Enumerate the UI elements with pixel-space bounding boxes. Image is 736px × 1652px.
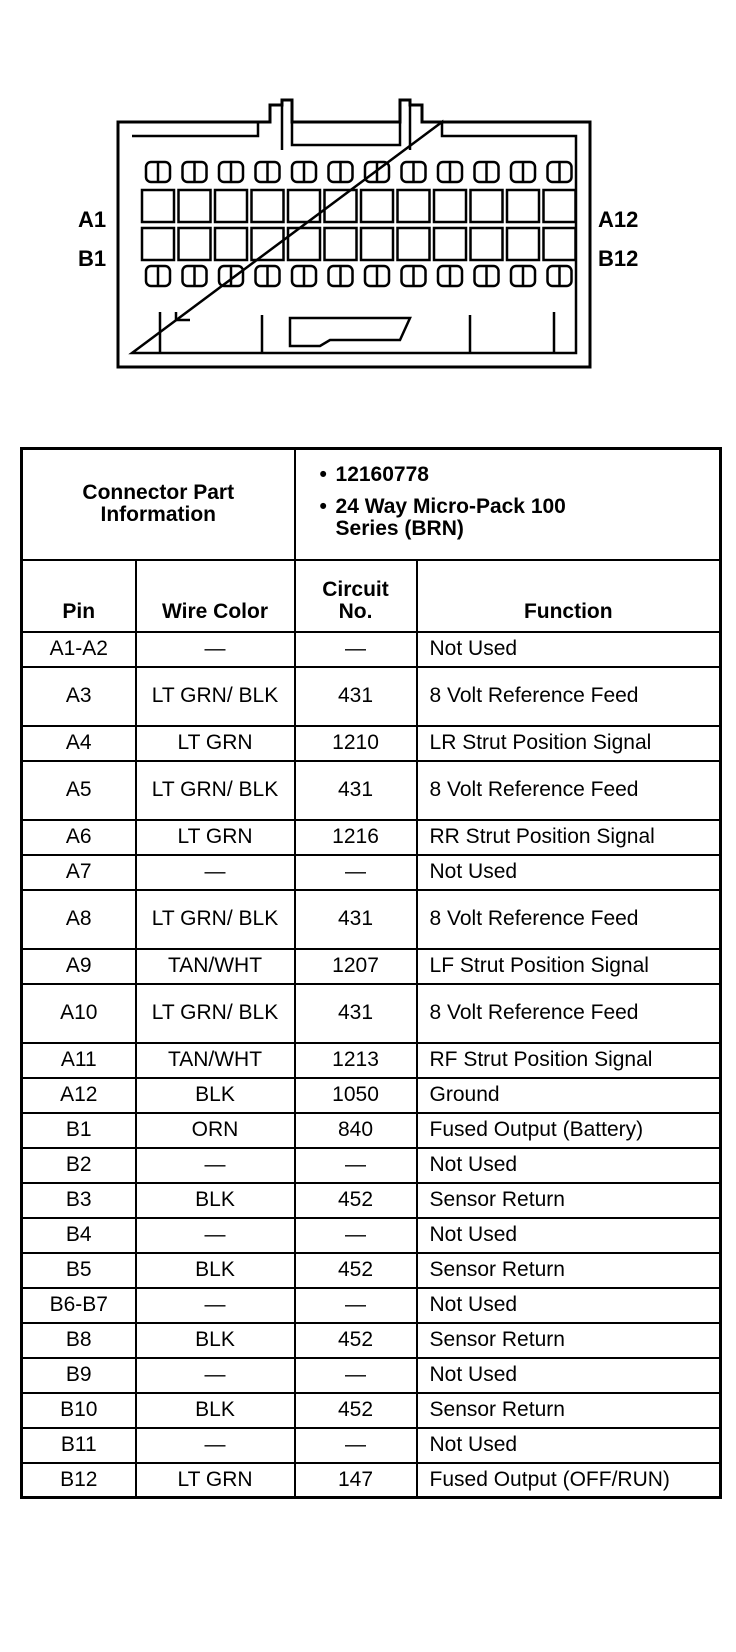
function-cell: 8 Volt Reference Feed xyxy=(417,984,721,1043)
wire-color-cell: — xyxy=(136,1218,295,1253)
wire-color-cell: TAN/WHT xyxy=(136,1043,295,1078)
circuit-cell: 452 xyxy=(295,1393,417,1428)
table-row xyxy=(22,949,721,984)
cavity-row-b xyxy=(325,228,357,260)
wire-color-cell: LT GRN/ BLK xyxy=(136,984,295,1043)
col-header-wire-color: Wire Color xyxy=(136,560,295,632)
pin-cell: B3 xyxy=(22,1183,136,1218)
pin-cell: A7 xyxy=(22,855,136,890)
table-row xyxy=(22,1463,721,1498)
circuit-cell: 1210 xyxy=(295,726,417,761)
wire-color-cell: — xyxy=(136,632,295,667)
part-number: • 12160778 xyxy=(319,463,429,486)
table-row xyxy=(22,1358,721,1393)
circuit-cell: 1213 xyxy=(295,1043,417,1078)
table-row xyxy=(22,1253,721,1288)
column-header-row xyxy=(22,560,721,632)
cavity-row-a xyxy=(398,190,430,222)
wire-color-cell: — xyxy=(136,1358,295,1393)
wire-color-cell: BLK xyxy=(136,1183,295,1218)
connector-diagram xyxy=(0,0,736,400)
cavity-row-a xyxy=(507,190,539,222)
circuit-cell: 1050 xyxy=(295,1078,417,1113)
pin-rows xyxy=(22,632,721,1498)
circuit-cell: — xyxy=(295,1428,417,1463)
part-info-heading: Connector Part Information xyxy=(22,449,295,560)
pin-label-a12: A12 xyxy=(598,207,639,232)
pin-cell: A9 xyxy=(22,949,136,984)
function-cell: Not Used xyxy=(417,1428,721,1463)
function-cell: 8 Volt Reference Feed xyxy=(417,667,721,726)
wire-color-cell: — xyxy=(136,1288,295,1323)
circuit-cell: — xyxy=(295,855,417,890)
pin-cell: A4 xyxy=(22,726,136,761)
function-cell: Not Used xyxy=(417,1148,721,1183)
circuit-cell: 431 xyxy=(295,761,417,820)
table-row xyxy=(22,1078,721,1113)
wire-color-cell: LT GRN/ BLK xyxy=(136,890,295,949)
table-row xyxy=(22,726,721,761)
table-row xyxy=(22,820,721,855)
table-row xyxy=(22,761,721,820)
circuit-cell: 1216 xyxy=(295,820,417,855)
pin-cell: B6-B7 xyxy=(22,1288,136,1323)
connector-key-slot xyxy=(290,318,410,346)
table-row xyxy=(22,667,721,726)
pin-cell: A3 xyxy=(22,667,136,726)
table-row xyxy=(22,1043,721,1078)
function-cell: LR Strut Position Signal xyxy=(417,726,721,761)
col-header-circuit: Circuit No. xyxy=(295,560,417,632)
connector-outline xyxy=(118,100,590,367)
circuit-cell: — xyxy=(295,1358,417,1393)
circuit-cell: 147 xyxy=(295,1463,417,1498)
function-cell: Fused Output (Battery) xyxy=(417,1113,721,1148)
function-cell: LF Strut Position Signal xyxy=(417,949,721,984)
pin-cell: A12 xyxy=(22,1078,136,1113)
col-header-pin: Pin xyxy=(22,560,136,632)
table-row xyxy=(22,1218,721,1253)
pin-cell: B11 xyxy=(22,1428,136,1463)
circuit-cell: 452 xyxy=(295,1183,417,1218)
table-row xyxy=(22,632,721,667)
circuit-cell: 1207 xyxy=(295,949,417,984)
circuit-cell: 452 xyxy=(295,1253,417,1288)
wire-color-cell: BLK xyxy=(136,1393,295,1428)
table-row xyxy=(22,1148,721,1183)
cavity-row-a xyxy=(142,190,174,222)
circuit-cell: 431 xyxy=(295,890,417,949)
pin-cell: A6 xyxy=(22,820,136,855)
function-cell: Sensor Return xyxy=(417,1323,721,1358)
pin-cell: A11 xyxy=(22,1043,136,1078)
cavity-row-b xyxy=(507,228,539,260)
wire-color-cell: — xyxy=(136,1148,295,1183)
wire-color-cell: LT GRN xyxy=(136,726,295,761)
pin-cell: B12 xyxy=(22,1463,136,1498)
cavity-row-a xyxy=(434,190,466,222)
function-cell: Sensor Return xyxy=(417,1393,721,1428)
part-description: • 24 Way Micro-Pack 100 Series (BRN) xyxy=(319,495,566,540)
wire-color-cell: LT GRN xyxy=(136,1463,295,1498)
cavity-row-b xyxy=(471,228,503,260)
pin-cell: B10 xyxy=(22,1393,136,1428)
table-row xyxy=(22,1183,721,1218)
table-row xyxy=(22,1113,721,1148)
connector-info-table xyxy=(20,447,722,1499)
cavity-row-b xyxy=(142,228,174,260)
table-row xyxy=(22,1393,721,1428)
circuit-cell: 452 xyxy=(295,1323,417,1358)
function-cell: Not Used xyxy=(417,1218,721,1253)
pin-cell: A10 xyxy=(22,984,136,1043)
table-row xyxy=(22,890,721,949)
pin-cell: B4 xyxy=(22,1218,136,1253)
connector-latch xyxy=(282,105,410,150)
wire-color-cell: — xyxy=(136,855,295,890)
wire-color-cell: LT GRN xyxy=(136,820,295,855)
cavity-row-a xyxy=(215,190,247,222)
function-cell: RF Strut Position Signal xyxy=(417,1043,721,1078)
pin-cell: B5 xyxy=(22,1253,136,1288)
circuit-cell: 431 xyxy=(295,667,417,726)
function-cell: Not Used xyxy=(417,855,721,890)
wire-color-cell: LT GRN/ BLK xyxy=(136,761,295,820)
function-cell: RR Strut Position Signal xyxy=(417,820,721,855)
function-cell: Not Used xyxy=(417,1288,721,1323)
pin-cell: A8 xyxy=(22,890,136,949)
cavity-row-b xyxy=(544,228,576,260)
function-cell: Fused Output (OFF/RUN) xyxy=(417,1463,721,1498)
cavity-row-a xyxy=(471,190,503,222)
cavity-row-a xyxy=(361,190,393,222)
pin-cell: B8 xyxy=(22,1323,136,1358)
pin-cell: B2 xyxy=(22,1148,136,1183)
table-row xyxy=(22,1428,721,1463)
circuit-cell: — xyxy=(295,632,417,667)
circuit-cell: — xyxy=(295,1148,417,1183)
circuit-cell: — xyxy=(295,1288,417,1323)
connector-face-drawing xyxy=(0,0,736,400)
cavity-row-b xyxy=(179,228,211,260)
wire-color-cell: LT GRN/ BLK xyxy=(136,667,295,726)
wire-color-cell: BLK xyxy=(136,1078,295,1113)
cavity-row-a xyxy=(179,190,211,222)
cavity-row-a xyxy=(252,190,284,222)
pin-cell: A1-A2 xyxy=(22,632,136,667)
pin-cell: A5 xyxy=(22,761,136,820)
function-cell: Not Used xyxy=(417,632,721,667)
col-header-function: Function xyxy=(417,560,721,632)
wire-color-cell: TAN/WHT xyxy=(136,949,295,984)
wire-color-cell: BLK xyxy=(136,1323,295,1358)
circuit-cell: 840 xyxy=(295,1113,417,1148)
cavity-row-b xyxy=(361,228,393,260)
function-cell: Ground xyxy=(417,1078,721,1113)
cavity-row-b xyxy=(215,228,247,260)
pin-cell: B1 xyxy=(22,1113,136,1148)
pin-label-b1: B1 xyxy=(78,246,107,271)
function-cell: Not Used xyxy=(417,1358,721,1393)
cavity-row-b xyxy=(434,228,466,260)
circuit-cell: — xyxy=(295,1218,417,1253)
pin-label-a1: A1 xyxy=(78,207,107,232)
table-row xyxy=(22,984,721,1043)
pin-cell: B9 xyxy=(22,1358,136,1393)
wire-color-cell: — xyxy=(136,1428,295,1463)
function-cell: 8 Volt Reference Feed xyxy=(417,890,721,949)
pin-label-b12: B12 xyxy=(598,246,639,271)
wire-color-cell: ORN xyxy=(136,1113,295,1148)
part-info-row xyxy=(22,449,721,560)
wire-color-cell: BLK xyxy=(136,1253,295,1288)
function-cell: Sensor Return xyxy=(417,1183,721,1218)
cavity-row-a xyxy=(544,190,576,222)
table-row xyxy=(22,855,721,890)
function-cell: Sensor Return xyxy=(417,1253,721,1288)
table-row xyxy=(22,1288,721,1323)
part-info-list xyxy=(295,449,721,560)
cavity-row-b xyxy=(398,228,430,260)
circuit-cell: 431 xyxy=(295,984,417,1043)
function-cell: 8 Volt Reference Feed xyxy=(417,761,721,820)
table-row xyxy=(22,1323,721,1358)
